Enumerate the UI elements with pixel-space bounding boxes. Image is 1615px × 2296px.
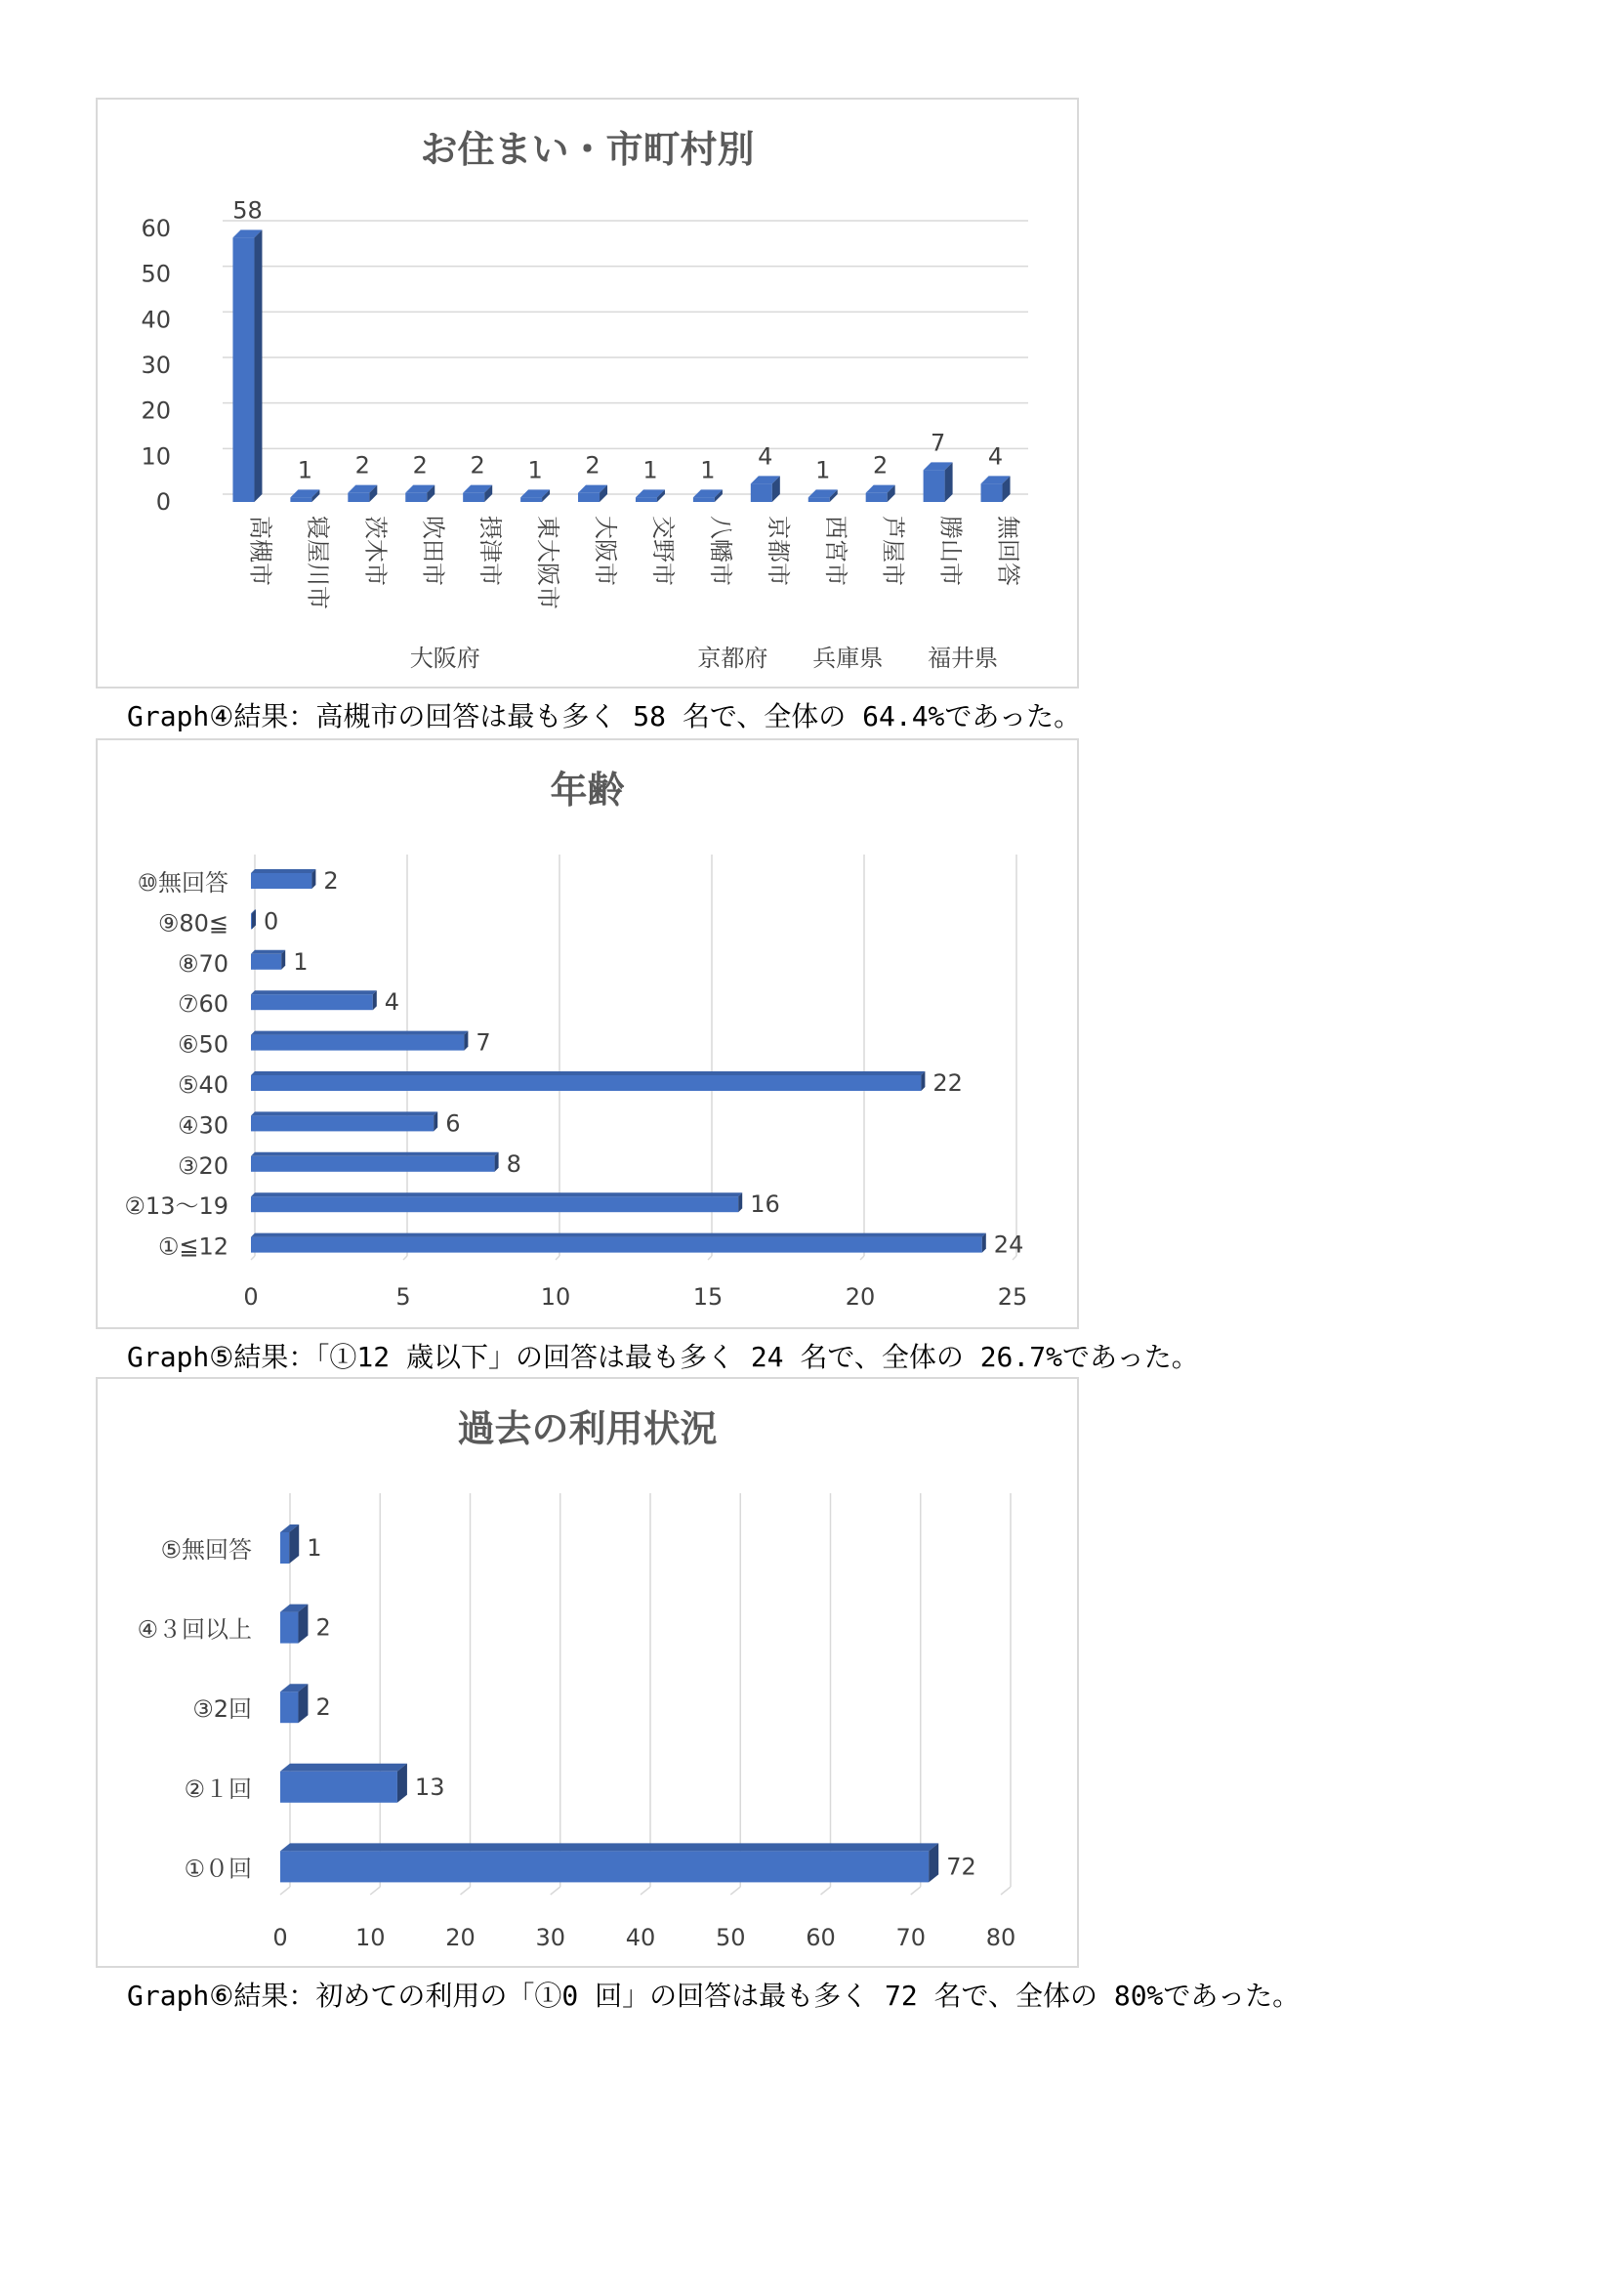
- bar-top: [251, 1111, 437, 1115]
- bar: [251, 1115, 434, 1131]
- data-label: 1: [293, 947, 309, 976]
- data-label: 0: [264, 907, 279, 936]
- x-tick-label: 25: [997, 1283, 1028, 1311]
- data-label: 4: [384, 988, 400, 1017]
- category-label: 茨木市: [361, 516, 390, 586]
- data-label: 2: [354, 451, 370, 480]
- bar: [251, 1035, 464, 1051]
- category-label: 芦屋市: [879, 516, 907, 586]
- bar: [808, 497, 830, 502]
- bar: [280, 1532, 289, 1564]
- bar-top: [280, 1843, 938, 1851]
- bar-top: [251, 1031, 468, 1035]
- category-label: 大阪市: [592, 516, 620, 586]
- category-label: ⑦60: [177, 990, 228, 1019]
- x-tick-label: 10: [354, 1924, 386, 1951]
- category-label: 寝屋川市: [304, 516, 332, 609]
- gridline-floor: [911, 1887, 921, 1895]
- chart-title: 年齢: [550, 769, 625, 812]
- data-label: 2: [315, 1613, 331, 1642]
- bar-top: [251, 1071, 925, 1075]
- data-label: 4: [758, 442, 773, 471]
- category-label: ②１回: [184, 1774, 252, 1803]
- caption-age: Graph⑤結果：「①12 歳以下」の回答は最も多く 24 名で、全体の 26.7%であった。: [127, 1341, 1199, 1373]
- bar: [251, 954, 281, 970]
- x-tick-label: 40: [625, 1924, 656, 1951]
- category-label: ⑩無回答: [137, 869, 228, 897]
- category-label: 西宮市: [821, 516, 849, 586]
- gridline-floor: [370, 1887, 380, 1895]
- gridline-floor: [403, 1256, 407, 1260]
- chart-title: 過去の利用状況: [457, 1407, 718, 1450]
- data-label: 8: [506, 1149, 521, 1178]
- chart-usage-plot: [98, 1379, 1077, 1966]
- bar: [280, 1851, 929, 1882]
- data-label: 1: [700, 456, 716, 484]
- bar: [751, 483, 772, 502]
- y-tick-label: 20: [141, 397, 171, 425]
- data-label: 2: [585, 451, 600, 480]
- data-label: 2: [412, 451, 428, 480]
- category-label: 高槻市: [246, 516, 274, 586]
- y-tick-label: 30: [141, 352, 171, 379]
- gridline-floor: [251, 1256, 255, 1260]
- category-label: ②13～19: [124, 1192, 228, 1221]
- gridline-floor: [641, 1887, 650, 1895]
- bar: [251, 1156, 495, 1172]
- bar-top: [251, 1192, 742, 1196]
- data-label: 1: [642, 456, 658, 484]
- gridline-floor: [551, 1887, 560, 1895]
- bar-top: [251, 1233, 986, 1237]
- gridline-floor: [461, 1887, 471, 1895]
- x-tick-label: 0: [272, 1924, 288, 1951]
- group-label: 京都府: [697, 645, 768, 672]
- y-tick-label: 60: [141, 215, 171, 242]
- bar: [578, 493, 600, 502]
- data-label: 13: [414, 1773, 445, 1801]
- x-tick-label: 20: [845, 1283, 876, 1311]
- data-label: 1: [815, 456, 831, 484]
- category-label: ⑨80≦: [157, 909, 228, 938]
- bar: [348, 493, 369, 502]
- data-label: 58: [232, 196, 263, 225]
- data-label: 16: [750, 1190, 780, 1219]
- category-label: ⑥50: [177, 1030, 228, 1059]
- bar: [463, 493, 484, 502]
- category-label: 摂津市: [476, 516, 505, 586]
- data-label: 2: [470, 451, 485, 480]
- gridline-floor: [821, 1887, 831, 1895]
- x-tick-label: 30: [535, 1924, 566, 1951]
- x-tick-label: 10: [540, 1283, 571, 1311]
- data-label: 24: [993, 1231, 1024, 1259]
- y-tick-label: 0: [155, 488, 171, 516]
- bar-top: [251, 950, 285, 954]
- data-label: 22: [932, 1069, 963, 1097]
- caption-usage: Graph⑥結果：初めての利用の「①0 回」の回答は最も多く 72 名で、全体の 80%であった。: [127, 1980, 1301, 2012]
- gridline-floor: [708, 1256, 712, 1260]
- category-label: ①≦12: [157, 1232, 228, 1261]
- data-label: 1: [307, 1534, 322, 1562]
- bar: [251, 994, 373, 1010]
- data-label: 1: [297, 456, 313, 484]
- bar: [251, 1075, 921, 1091]
- data-label: 2: [873, 451, 889, 480]
- data-label: 2: [315, 1693, 331, 1722]
- bar: [251, 1237, 982, 1253]
- bar-top: [251, 990, 377, 994]
- bar: [636, 497, 657, 502]
- category-label: 吹田市: [419, 516, 447, 586]
- bar: [232, 237, 254, 502]
- category-label: 交野市: [648, 516, 677, 586]
- chart-age: [96, 738, 1079, 1329]
- bar: [251, 873, 311, 889]
- bar: [251, 1196, 738, 1212]
- bar-top: [280, 1764, 407, 1772]
- data-label: 4: [987, 442, 1004, 471]
- category-label: 八幡市: [706, 516, 734, 586]
- y-tick-label: 50: [141, 260, 171, 288]
- chart-residence-plot: [98, 100, 1077, 687]
- bar: [981, 483, 1003, 502]
- category-label: ①０回: [184, 1855, 252, 1883]
- group-label: 福井県: [928, 645, 999, 672]
- category-label: 無回答: [994, 516, 1022, 586]
- data-label: 2: [323, 867, 339, 895]
- y-tick-label: 40: [141, 306, 171, 334]
- gridline-floor: [730, 1887, 740, 1895]
- category-label: 京都市: [764, 516, 792, 586]
- bar-top: [251, 869, 315, 873]
- x-tick-label: 50: [715, 1924, 746, 1951]
- category-label: ③2回: [192, 1695, 252, 1724]
- data-label: 7: [476, 1028, 491, 1057]
- bar: [924, 470, 945, 502]
- gridline-floor: [1001, 1887, 1011, 1895]
- category-label: ⑧70: [177, 949, 228, 978]
- x-tick-label: 15: [692, 1283, 724, 1311]
- category-label: ⑤40: [177, 1071, 228, 1099]
- bar: [280, 1691, 298, 1723]
- gridline-floor: [280, 1887, 290, 1895]
- category-label: ⑤無回答: [160, 1536, 252, 1564]
- x-tick-label: 0: [243, 1283, 259, 1311]
- x-tick-label: 80: [985, 1924, 1016, 1951]
- category-label: 東大阪市: [534, 516, 562, 609]
- bar: [520, 497, 542, 502]
- x-tick-label: 5: [395, 1283, 411, 1311]
- group-label: 大阪府: [409, 645, 480, 672]
- category-label: 勝山市: [936, 516, 965, 586]
- category-label: ④30: [177, 1111, 228, 1140]
- data-label: 7: [930, 429, 946, 457]
- gridline-floor: [556, 1256, 559, 1260]
- y-tick-label: 10: [141, 442, 171, 471]
- bar-top: [251, 1152, 499, 1156]
- gridline-floor: [860, 1256, 864, 1260]
- bar: [280, 1772, 397, 1803]
- data-label: 72: [946, 1853, 976, 1881]
- bar: [251, 913, 252, 929]
- bar: [290, 497, 311, 502]
- data-label: 6: [445, 1109, 461, 1138]
- chart-title: お住まい・市町村別: [420, 128, 755, 171]
- caption-residence: Graph④結果：高槻市の回答は最も多く 58 名で、全体の 64.4%であった。: [127, 700, 1082, 732]
- bar: [693, 497, 715, 502]
- data-label: 1: [527, 456, 543, 484]
- bar: [280, 1612, 298, 1644]
- x-tick-label: 60: [806, 1924, 836, 1951]
- chart-age-plot: [98, 740, 1077, 1327]
- chart-residence: [96, 98, 1079, 689]
- group-label: 兵庫県: [812, 645, 884, 672]
- category-label: ③20: [177, 1151, 228, 1180]
- bar-side: [254, 230, 262, 502]
- category-label: ④３回以上: [137, 1615, 252, 1644]
- bar: [405, 493, 427, 502]
- x-tick-label: 20: [445, 1924, 476, 1951]
- bar: [866, 493, 888, 502]
- chart-usage: [96, 1377, 1079, 1968]
- x-tick-label: 70: [895, 1924, 927, 1951]
